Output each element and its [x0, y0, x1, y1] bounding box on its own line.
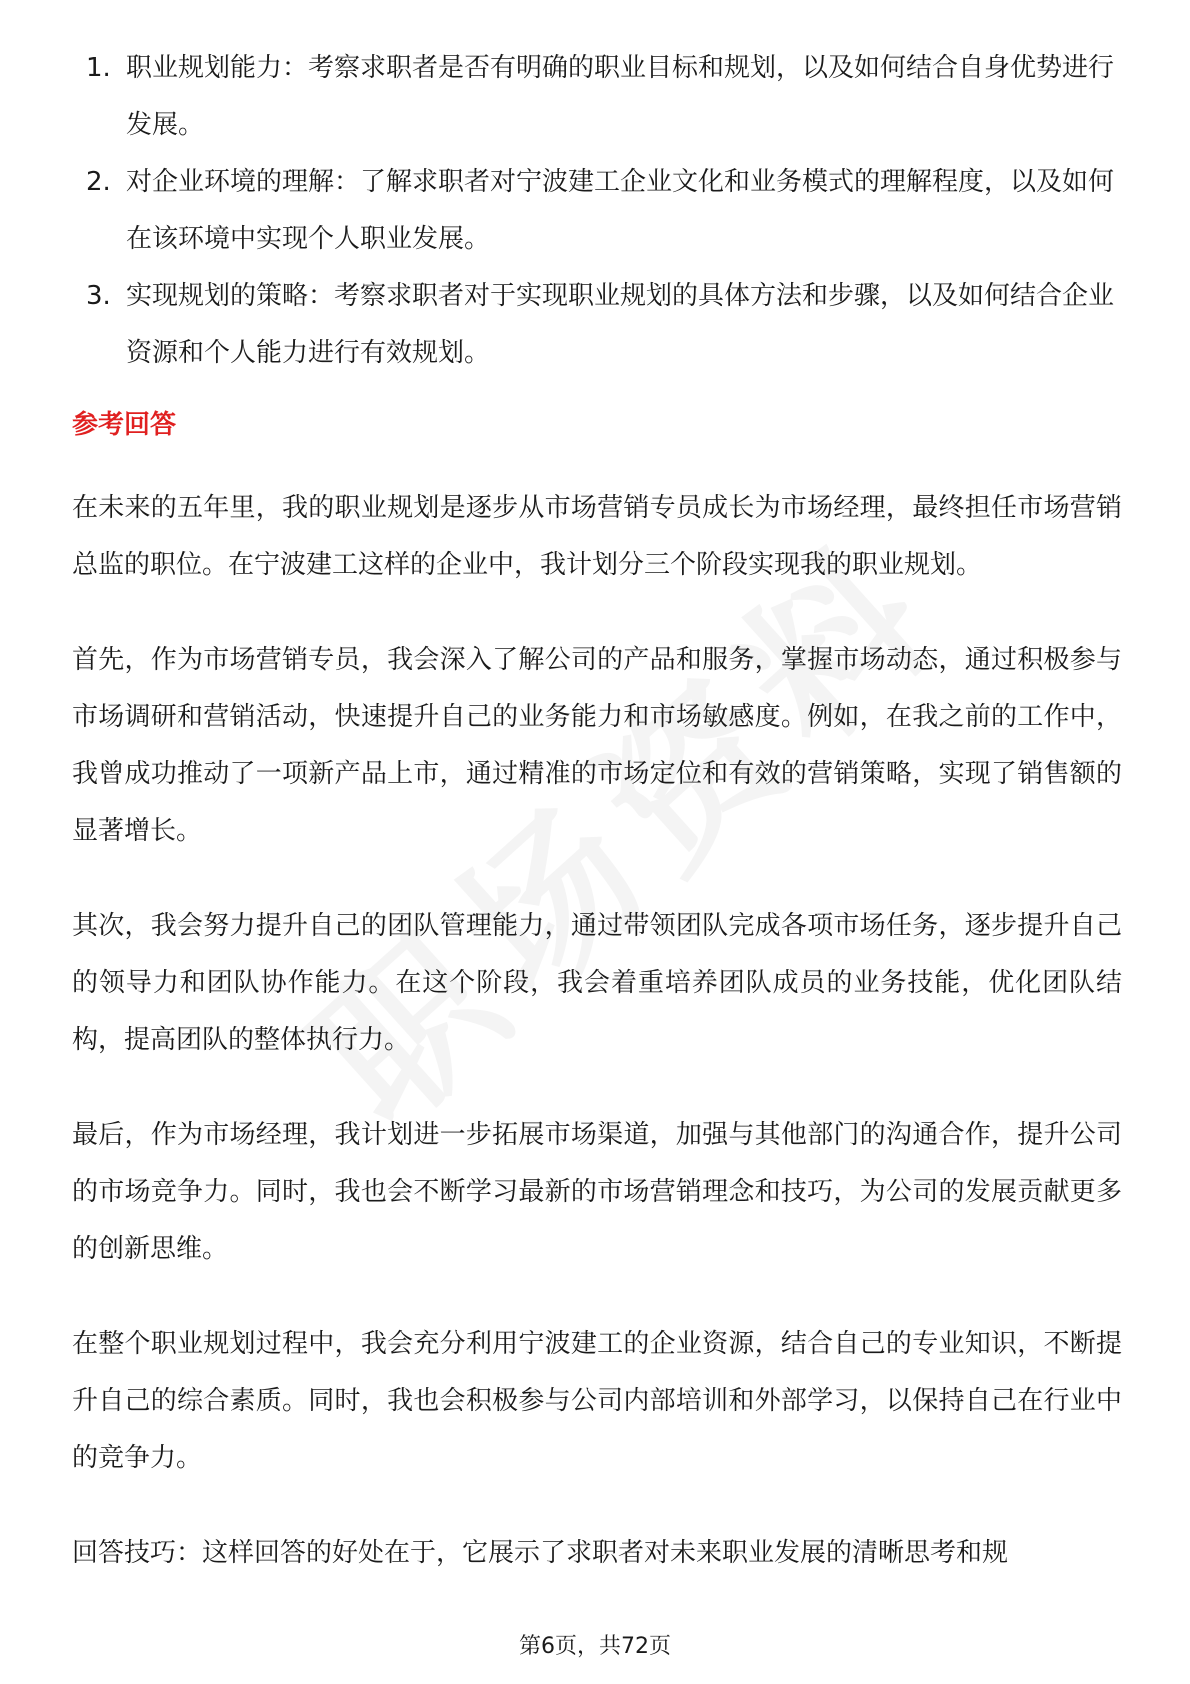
- criteria-item: [72, 40, 1122, 154]
- criteria-number: 1.: [86, 53, 111, 83]
- evaluation-criteria-list: [72, 40, 1122, 382]
- answer-paragraph: 在未来的五年里，我的职业规划是逐步从市场营销专员成长为市场经理，最终担任市场营销总监的职位。在宁波建工这样的企业中，我计划分三个阶段实现我的职业规划。: [72, 493, 1122, 580]
- criteria-text: 实现规划的策略：考察求职者对于实现职业规划的具体方法和步骤，以及如何结合企业资源和个人能力进行有效规划。: [126, 281, 1115, 368]
- answer-paragraph: 首先，作为市场营销专员，我会深入了解公司的产品和服务，掌握市场动态，通过积极参与市场调研和营销活动，快速提升自己的业务能力和市场敏感度。例如，在我之前的工作中，我曾成功推动了一项新产品上市，通过精准的市场定位和有效的营销策略，实现了销售额的显著增长。: [72, 645, 1122, 846]
- answer-paragraph: 在整个职业规划过程中，我会充分利用宁波建工的企业资源，结合自己的专业知识，不断提升自己的综合素质。同时，我也会积极参与公司内部培训和外部学习，以保持自己在行业中的竞争力。: [72, 1329, 1122, 1473]
- criteria-number: 3.: [86, 281, 111, 311]
- criteria-item: [72, 154, 1122, 268]
- page-number: 第6页，共72页: [519, 1634, 671, 1659]
- answer-tip-paragraph: 回答技巧：这样回答的好处在于，它展示了求职者对未来职业发展的清晰思考和规: [72, 1538, 1009, 1568]
- reference-answer-body: [72, 480, 1122, 1620]
- criteria-item: [72, 268, 1122, 382]
- answer-paragraph: 最后，作为市场经理，我计划进一步拓展市场渠道，加强与其他部门的沟通合作，提升公司的市场竞争力。同时，我也会不断学习最新的市场营销理念和技巧，为公司的发展贡献更多的创新思维。: [72, 1120, 1122, 1264]
- criteria-number: 2.: [86, 167, 111, 197]
- criteria-text: 对企业环境的理解：了解求职者对宁波建工企业文化和业务模式的理解程度，以及如何在该环境中实现个人职业发展。: [126, 167, 1115, 254]
- reference-answer-heading: 参考回答: [72, 410, 177, 440]
- answer-paragraph: 其次，我会努力提升自己的团队管理能力，通过带领团队完成各项市场任务，逐步提升自己的领导力和团队协作能力。在这个阶段，我会着重培养团队成员的业务技能，优化团队结构，提高团队的整体执行力。: [72, 911, 1122, 1055]
- criteria-text: 职业规划能力：考察求职者是否有明确的职业目标和规划，以及如何结合自身优势进行发展。: [126, 53, 1115, 140]
